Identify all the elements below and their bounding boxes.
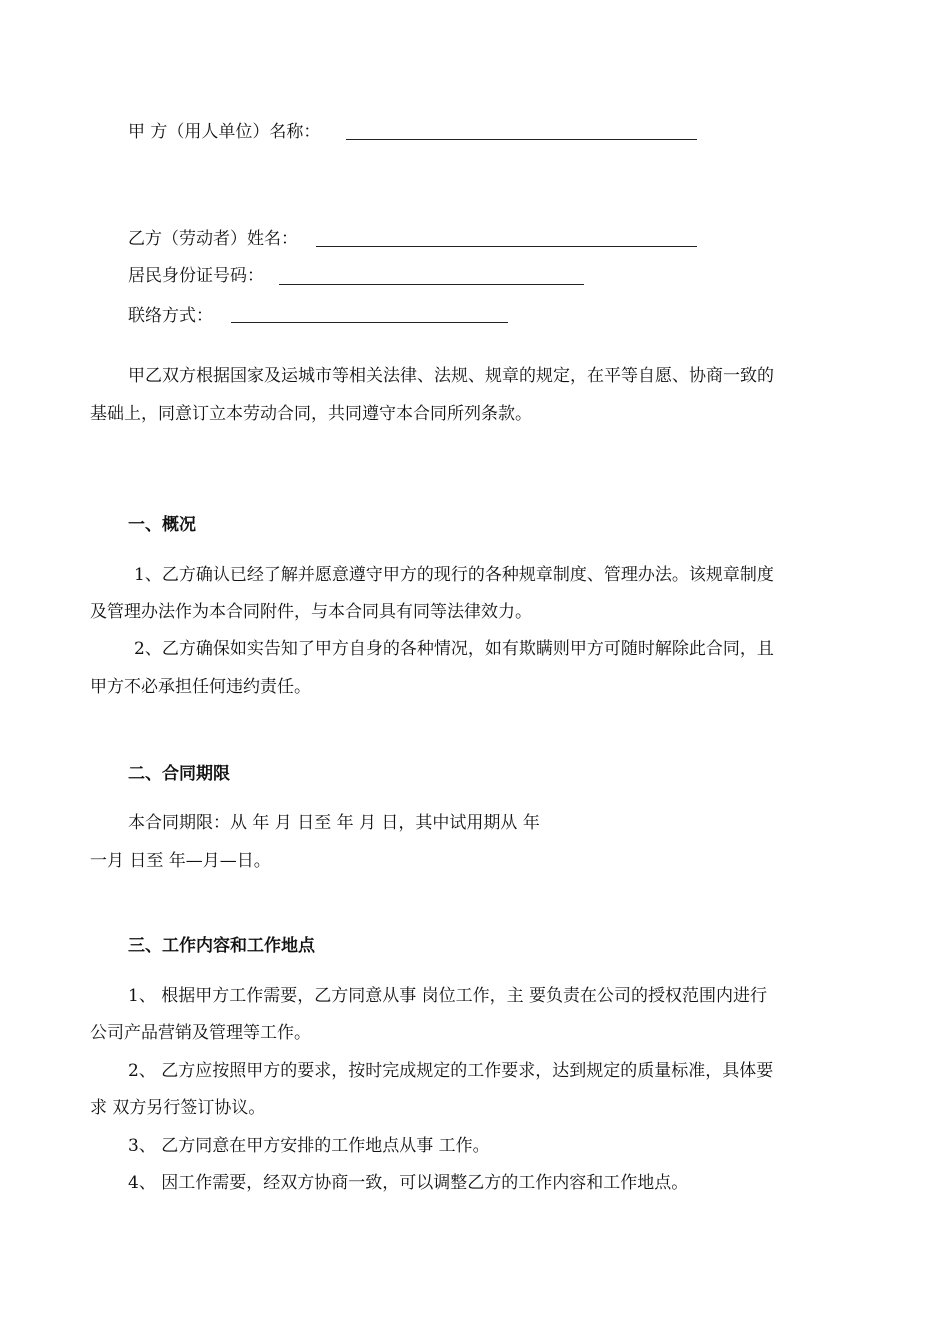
section-1-item-1-line-2: 及管理办法作为本合同附件，与本合同具有同等法律效力。 <box>90 602 532 622</box>
contact-label: 联络方式： <box>128 306 213 326</box>
section-2-heading: 二、合同期限 <box>128 764 230 784</box>
section-3-item-1-line-2: 公司产品营销及管理等工作。 <box>90 1023 311 1043</box>
section-3-item-2-line-1: 2、 乙方应按照甲方的要求，按时完成规定的工作要求，达到规定的质量标准，具体要 <box>128 1061 774 1081</box>
section-1-item-2-line-1: 2、乙方确保如实告知了甲方自身的各种情况，如有欺瞒则甲方可随时解除此合同，且 <box>134 639 774 659</box>
intro-line-1: 甲乙双方根据国家及运城市等相关法律、法规、规章的规定，在平等自愿、协商一致的 <box>128 366 774 386</box>
party-b-name-blank[interactable] <box>316 246 697 247</box>
section-1-heading: 一、概况 <box>128 515 196 535</box>
section-1-item-1-line-1: 1、乙方确认已经了解并愿意遵守甲方的现行的各种规章制度、管理办法。该规章制度 <box>134 565 774 585</box>
party-a-name-blank[interactable] <box>346 139 697 140</box>
section-3-item-2-line-2: 求 双方另行签订协议。 <box>90 1098 266 1118</box>
section-3-heading: 三、工作内容和工作地点 <box>128 936 315 956</box>
party-b-label: 乙方（劳动者）姓名： <box>128 229 298 249</box>
id-number-label: 居民身份证号码： <box>128 266 264 286</box>
section-3-item-1-line-1: 1、 根据甲方工作需要，乙方同意从事 岗位工作，主 要负责在公司的授权范围内进行 <box>128 986 768 1006</box>
section-1-item-2-line-2: 甲方不必承担任何违约责任。 <box>90 677 311 697</box>
intro-line-2: 基础上，同意订立本劳动合同，共同遵守本合同所列条款。 <box>90 404 532 424</box>
section-3-item-4: 4、 因工作需要，经双方协商一致，可以调整乙方的工作内容和工作地点。 <box>128 1173 689 1193</box>
section-3-item-3: 3、 乙方同意在甲方安排的工作地点从事 工作。 <box>128 1136 490 1156</box>
contact-blank[interactable] <box>231 322 508 323</box>
id-number-blank[interactable] <box>279 284 584 285</box>
party-a-label: 甲 方（用人单位）名称： <box>128 122 321 142</box>
section-2-line-1: 本合同期限：从 年 月 日至 年 月 日，其中试用期从 年 <box>128 813 540 833</box>
section-2-line-2: 一月 日至 年—月—日。 <box>90 851 271 871</box>
